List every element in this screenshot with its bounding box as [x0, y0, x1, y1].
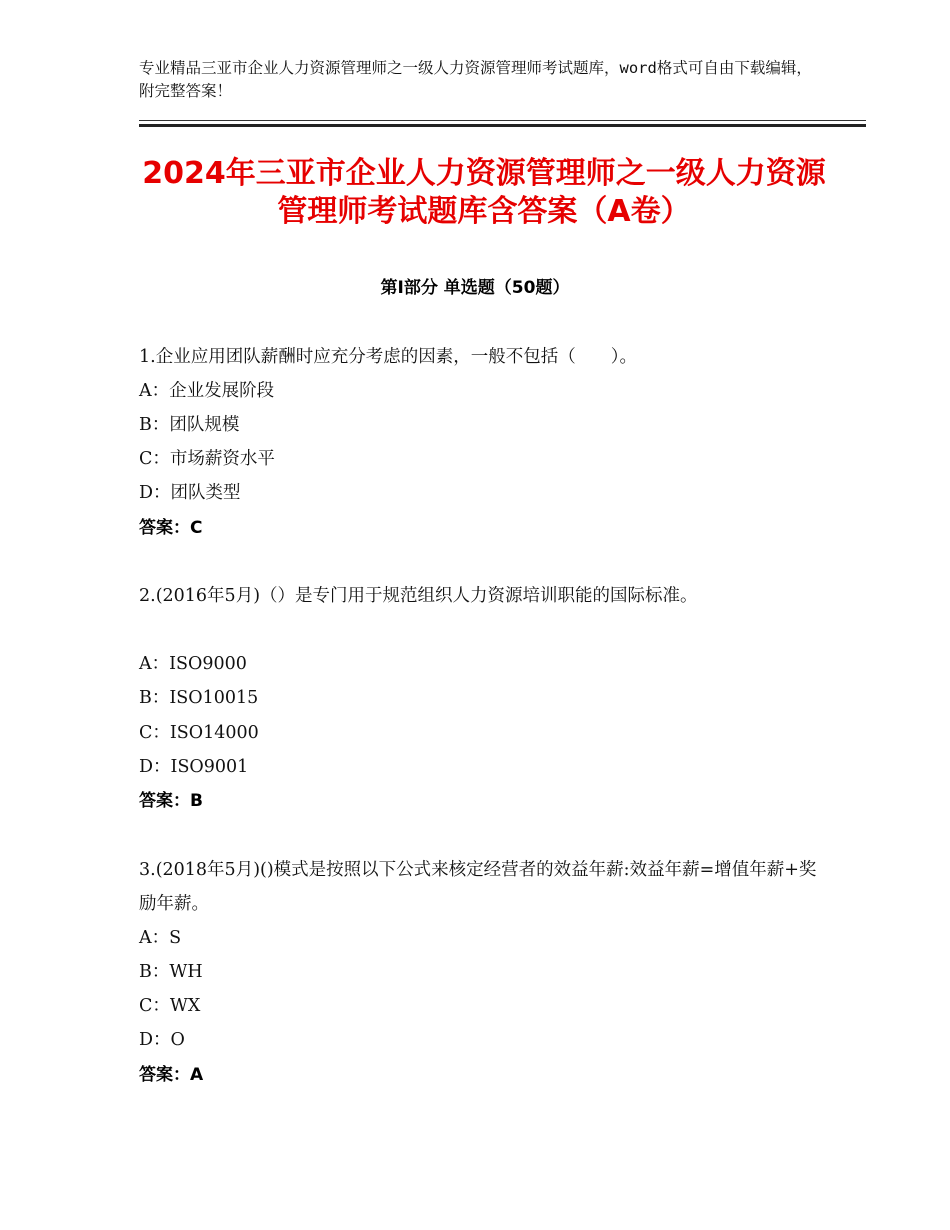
- question-2-option-a: A：ISO9000: [139, 654, 247, 674]
- question-2-text: 2.(2016年5月)（）是专门用于规范组织人力资源培训职能的国际标准。: [139, 586, 698, 606]
- question-2-option-c: C：ISO14000: [139, 723, 259, 743]
- question-1-answer: 答案：C: [139, 518, 203, 538]
- question-2-option-d: D：ISO9001: [139, 757, 249, 777]
- question-1-option-d: D：团队类型: [139, 483, 241, 503]
- header-divider-thin: [139, 120, 866, 121]
- document-title: 2024年三亚市企业人力资源管理师之一级人力资源管理师考试题库含答案（A卷）: [142, 156, 826, 229]
- question-1-option-a: A：企业发展阶段: [139, 381, 275, 401]
- question-3-option-c: C：WX: [139, 996, 201, 1016]
- question-1-option-b: B：团队规模: [139, 415, 240, 435]
- question-1-option-c: C：市场薪资水平: [139, 449, 275, 469]
- header-divider-thick: [139, 124, 866, 127]
- question-3-option-b: B：WH: [139, 962, 203, 982]
- section-heading: 第Ⅰ部分 单选题（50题）: [380, 278, 570, 298]
- header-note: 专业精品三亚市企业人力资源管理师之一级人力资源管理师考试题库，word格式可自由下载编辑，附完整答案！: [139, 59, 812, 100]
- question-3-option-d: D：O: [139, 1030, 185, 1050]
- question-2-option-b: B：ISO10015: [139, 688, 259, 708]
- question-3-option-a: A：S: [139, 928, 182, 948]
- question-3-answer: 答案：A: [139, 1065, 204, 1085]
- question-3-text: 3.(2018年5月)()模式是按照以下公式来核定经营者的效益年薪:效益年薪=增值年薪+奖励年薪。: [139, 860, 817, 914]
- question-2-answer: 答案：B: [139, 791, 203, 811]
- question-1-text: 1.企业应用团队薪酬时应充分考虑的因素，一般不包括（ ）。: [139, 347, 637, 367]
